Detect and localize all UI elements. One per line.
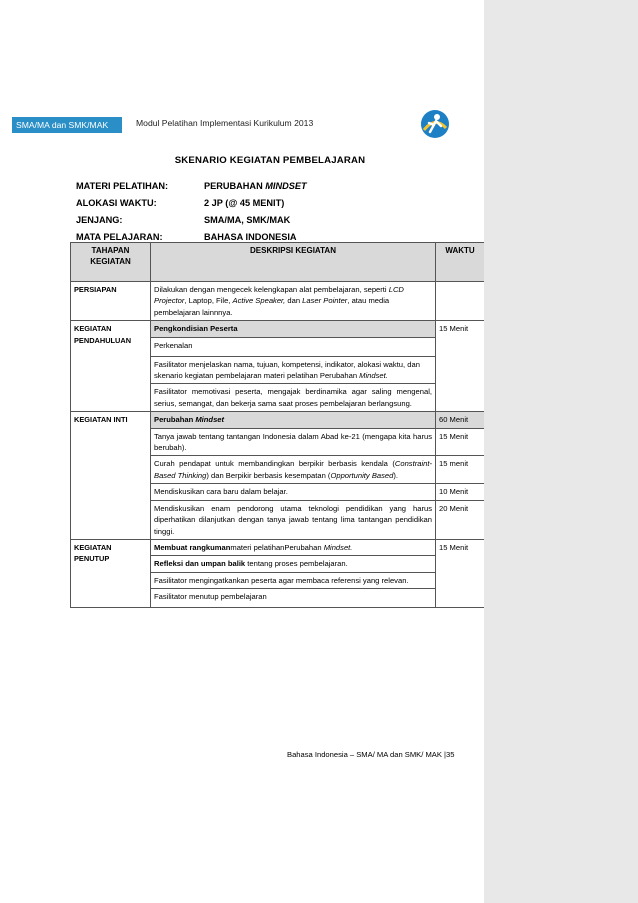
info-row	[76, 178, 436, 195]
description-cell: Refleksi dan umpan balik tentang proses pembelajaran.	[151, 556, 436, 572]
info-label: MATA PELAJARAN:	[76, 232, 163, 242]
info-value: BAHASA INDONESIA	[204, 232, 297, 242]
time-cell: 15 Menit	[436, 321, 485, 412]
description-cell: Dilakukan dengan mengecek kelengkapan alat pembelajaran, seperti LCD Projector, Laptop, File, Active Speaker, dan Laser Pointer, atau media pembelajaran lainnnya.	[151, 282, 436, 321]
page-footer: Bahasa Indonesia – SMA/ MA dan SMK/ MAK |35	[287, 750, 455, 759]
stage-cell: PERSIAPAN	[71, 282, 151, 321]
page-title: SKENARIO KEGIATAN PEMBELAJARAN	[174, 155, 366, 166]
stage-cell: KEGIATAN PENUTUP	[71, 539, 151, 607]
table-row	[71, 282, 485, 321]
module-title: Modul Pelatihan Implementasi Kurikulum 2013	[136, 118, 314, 128]
description-cell: Fasilitator memotivasi peserta, mengajak berdinamika agar saling mengenal, serius, semangat, dan bekerja sama saat proses pembelajaran berlangsung.	[151, 384, 436, 412]
time-cell: 20 Menit	[436, 500, 485, 539]
description-cell: Mendiskusikan enam pendorong utama teknologi pendidikan yang harus diperhatikan dilanjutkan dengan tanya jawab tentang lima tantangan pendidikan tinggi.	[151, 500, 436, 539]
description-cell: Tanya jawab tentang tantangan Indonesia dalam Abad ke-21 (mengapa kita harus berubah).	[151, 428, 436, 456]
description-cell: Perkenalan	[151, 337, 436, 356]
info-row	[76, 195, 436, 212]
table-row	[71, 412, 485, 428]
level-badge: SMA/MA dan SMK/MAK	[12, 117, 122, 133]
time-cell: 60 Menit	[436, 412, 485, 428]
header-time: WAKTU	[436, 243, 485, 282]
header-description: DESKRIPSI KEGIATAN	[151, 243, 436, 282]
time-cell	[436, 282, 485, 321]
description-cell: Membuat rangkumanmateri pelatihanPerubahan Mindset.	[151, 539, 436, 555]
description-cell: Fasilitator menutup pembelajaran	[151, 589, 436, 608]
comment-margin	[484, 0, 638, 903]
stage-cell: KEGIATAN PENDAHULUAN	[71, 321, 151, 412]
description-cell: Curah pendapat untuk membandingkan berpikir berbasis kendala (Constraint-Based Thinking) dan Berpikir berbasis kesempatan (Opportunity Based).	[151, 456, 436, 484]
header-stage: TAHAPAN KEGIATAN	[71, 243, 151, 282]
description-cell: Mendiskusikan cara baru dalam belajar.	[151, 484, 436, 500]
time-cell: 10 Menit	[436, 484, 485, 500]
description-cell: Pengkondisian Peserta	[151, 321, 436, 337]
info-label: JENJANG:	[76, 215, 123, 225]
ministry-logo-icon	[418, 108, 452, 140]
time-cell: 15 menit	[436, 456, 485, 484]
table-row	[71, 539, 485, 555]
description-cell: Fasilitator menjelaskan nama, tujuan, kompetensi, indikator, alokasi waktu, dan skenario kegiatan pembelajaran materi pelatihan Perubahan Mindset.	[151, 356, 436, 384]
time-cell: 15 Menit	[436, 539, 485, 607]
info-row	[76, 212, 436, 229]
table-row	[71, 321, 485, 337]
activity-table	[70, 242, 485, 608]
table-header-row	[71, 243, 485, 282]
info-label: ALOKASI WAKTU:	[76, 198, 157, 208]
info-value: 2 JP (@ 45 MENIT)	[204, 198, 285, 208]
description-cell: Perubahan Mindset	[151, 412, 436, 428]
info-label: MATERI PELATIHAN:	[76, 181, 169, 191]
info-value: SMA/MA, SMK/MAK	[204, 215, 291, 225]
description-cell: Fasilitator mengingatkankan peserta agar membaca referensi yang relevan.	[151, 572, 436, 588]
lesson-info	[76, 178, 436, 246]
info-value: PERUBAHAN MINDSET	[204, 181, 307, 191]
stage-cell: KEGIATAN INTI	[71, 412, 151, 540]
time-cell: 15 Menit	[436, 428, 485, 456]
